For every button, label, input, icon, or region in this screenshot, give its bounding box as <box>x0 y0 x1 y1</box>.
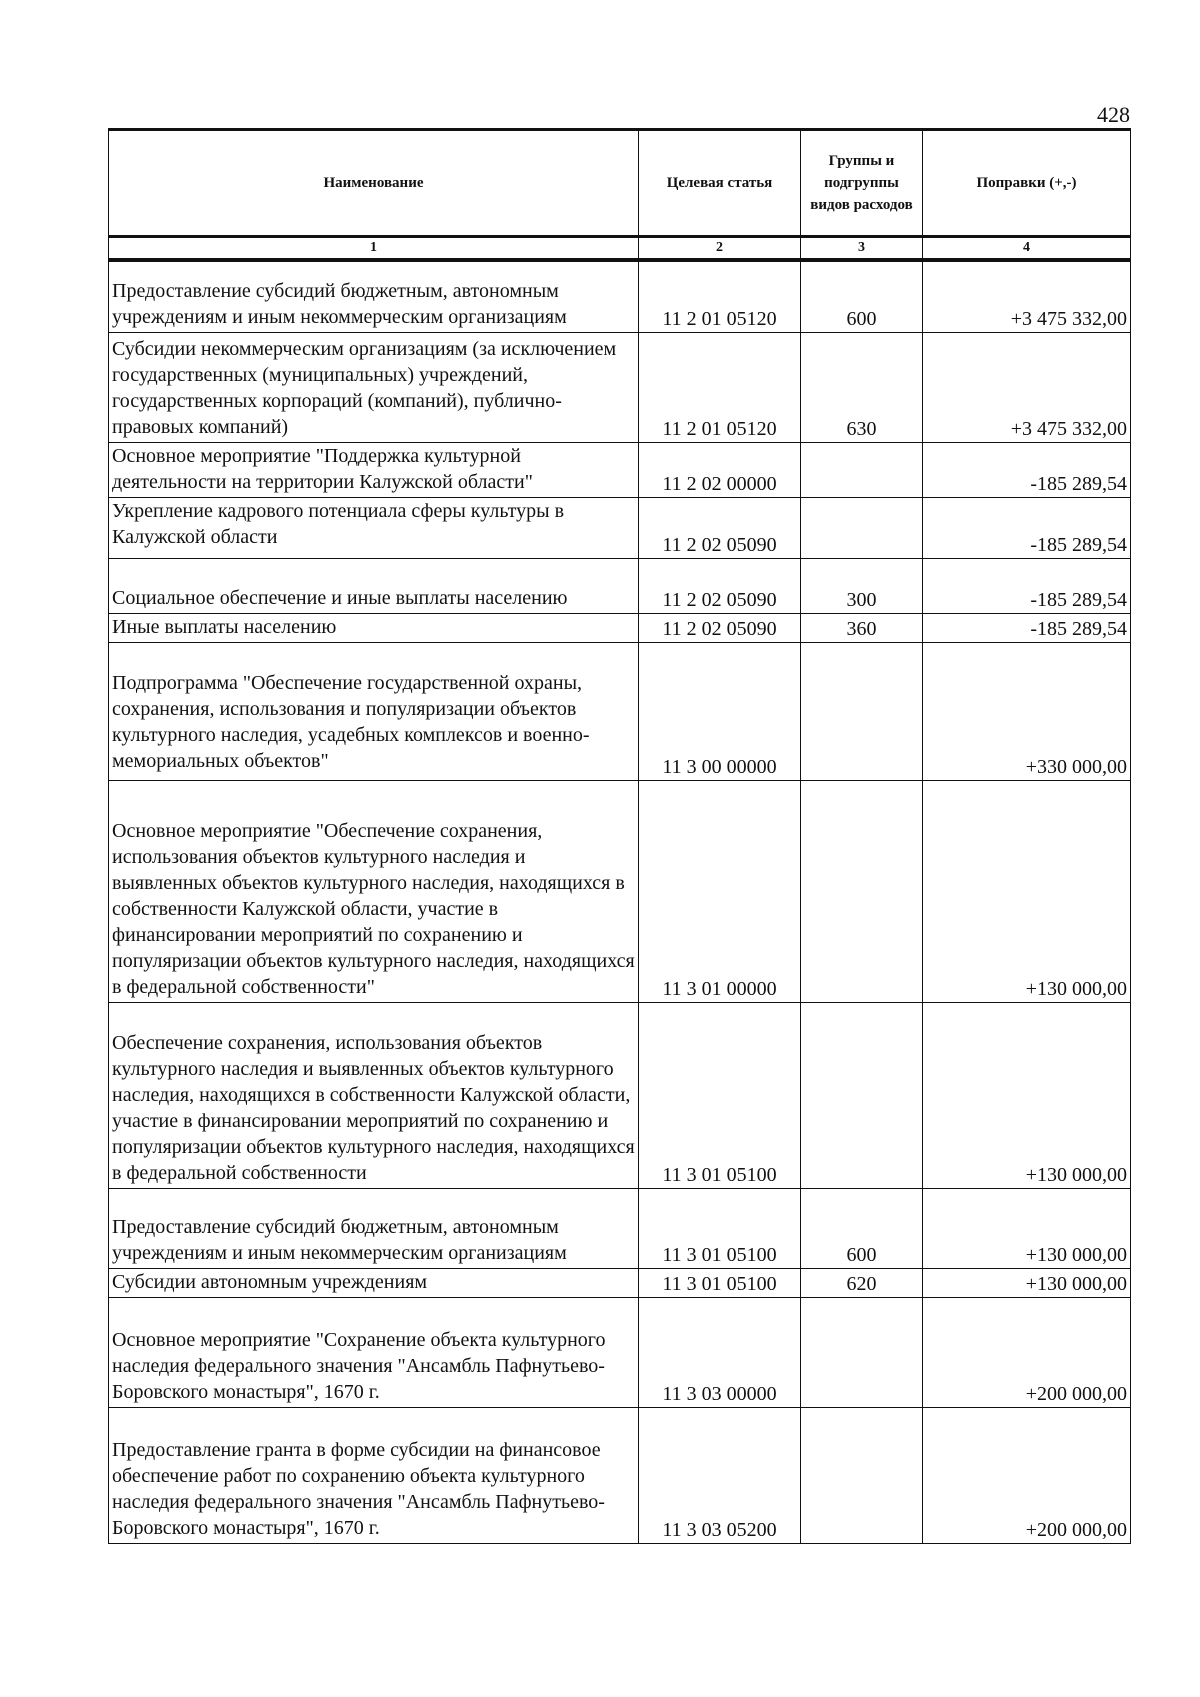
header-groups: Группы и подгруппы видов расходов <box>801 130 923 237</box>
table-row <box>109 442 1131 497</box>
table-header-row <box>109 130 1131 237</box>
header-target: Целевая статья <box>639 130 801 237</box>
table-row <box>109 1297 1131 1407</box>
row-name: Основное мероприятие "Обеспечение сохранения, использования объектов культурного наследия и выявленных объектов культурного наследия, находящихся в собственности Калужской области, участие в финансировании мероприятий по сохранению и популяризации объектов культурного наследия, находящихся в федеральной собственности" <box>109 780 639 1002</box>
row-code: 11 2 01 05120 <box>639 260 801 332</box>
row-name: Обеспечение сохранения, использования объектов культурного наследия и выявленных объектов культурного наследия, находящихся в собственности Калужской области, участие в финансировании мероприятий по сохранению и популяризации объектов культурного наследия, находящихся в федеральной собственности <box>109 1002 639 1188</box>
row-amount: -185 289,54 <box>923 558 1131 613</box>
row-group: 630 <box>801 332 923 442</box>
row-group <box>801 1297 923 1407</box>
row-name: Основное мероприятие "Сохранение объекта культурного наследия федерального значения "Ансамбль Пафнутьево-Боровского монастыря", 1670 г. <box>109 1297 639 1407</box>
column-number-row <box>109 237 1131 261</box>
row-group: 600 <box>801 260 923 332</box>
row-name: Предоставление гранта в форме субсидии на финансовое обеспечение работ по сохранению объекта культурного наследия федерального значения "Ансамбль Пафнутьево-Боровского монастыря", 1670 г. <box>109 1407 639 1543</box>
header-name: Наименование <box>109 130 639 237</box>
row-amount: +130 000,00 <box>923 1188 1131 1268</box>
row-amount: +200 000,00 <box>923 1297 1131 1407</box>
header-amendments: Поправки (+,-) <box>923 130 1131 237</box>
row-amount: +130 000,00 <box>923 780 1131 1002</box>
row-group <box>801 497 923 558</box>
row-name: Подпрограмма "Обеспечение государственной охраны, сохранения, использования и популяризации объектов культурного наследия, усадебных комплексов и военно-мемориальных объектов" <box>109 642 639 780</box>
row-amount: +3 475 332,00 <box>923 260 1131 332</box>
row-group <box>801 780 923 1002</box>
row-name: Основное мероприятие "Поддержка культурной деятельности на территории Калужской области" <box>109 442 639 497</box>
row-code: 11 3 00 00000 <box>639 642 801 780</box>
table-row <box>109 1188 1131 1268</box>
table-row <box>109 1268 1131 1297</box>
row-amount: -185 289,54 <box>923 497 1131 558</box>
row-name: Субсидии некоммерческим организациям (за исключением государственных (муниципальных) учреждений, государственных корпораций (компаний), публично-правовых компаний) <box>109 332 639 442</box>
row-group: 360 <box>801 613 923 642</box>
table-row <box>109 558 1131 613</box>
row-name: Предоставление субсидий бюджетным, автономным учреждениям и иным некоммерческим организациям <box>109 1188 639 1268</box>
row-name: Иные выплаты населению <box>109 613 639 642</box>
row-code: 11 3 03 05200 <box>639 1407 801 1543</box>
table-row <box>109 1002 1131 1188</box>
row-code: 11 3 01 05100 <box>639 1002 801 1188</box>
row-group <box>801 442 923 497</box>
row-code: 11 3 01 00000 <box>639 780 801 1002</box>
table-row <box>109 332 1131 442</box>
row-name: Укрепление кадрового потенциала сферы культуры в Калужской области <box>109 497 639 558</box>
column-number: 3 <box>801 237 923 261</box>
budget-amendments-table <box>108 128 1131 1544</box>
row-group: 600 <box>801 1188 923 1268</box>
table-row <box>109 642 1131 780</box>
row-code: 11 2 02 05090 <box>639 497 801 558</box>
column-number: 2 <box>639 237 801 261</box>
page-number: 428 <box>1097 102 1130 127</box>
table-row <box>109 260 1131 332</box>
row-amount: +3 475 332,00 <box>923 332 1131 442</box>
row-name: Предоставление субсидий бюджетным, автономным учреждениям и иным некоммерческим организациям <box>109 260 639 332</box>
row-amount: +130 000,00 <box>923 1268 1131 1297</box>
row-code: 11 2 02 05090 <box>639 558 801 613</box>
row-code: 11 3 01 05100 <box>639 1268 801 1297</box>
row-group: 300 <box>801 558 923 613</box>
table-row <box>109 613 1131 642</box>
row-group <box>801 1002 923 1188</box>
row-code: 11 2 01 05120 <box>639 332 801 442</box>
row-amount: -185 289,54 <box>923 613 1131 642</box>
row-amount: +130 000,00 <box>923 1002 1131 1188</box>
column-number: 1 <box>109 237 639 261</box>
column-number: 4 <box>923 237 1131 261</box>
row-code: 11 3 01 05100 <box>639 1188 801 1268</box>
row-name: Социальное обеспечение и иные выплаты населению <box>109 558 639 613</box>
row-group: 620 <box>801 1268 923 1297</box>
table-row <box>109 780 1131 1002</box>
row-amount: -185 289,54 <box>923 442 1131 497</box>
row-code: 11 2 02 00000 <box>639 442 801 497</box>
row-code: 11 2 02 05090 <box>639 613 801 642</box>
row-name: Субсидии автономным учреждениям <box>109 1268 639 1297</box>
row-group <box>801 642 923 780</box>
row-group <box>801 1407 923 1543</box>
row-amount: +330 000,00 <box>923 642 1131 780</box>
row-amount: +200 000,00 <box>923 1407 1131 1543</box>
table-row <box>109 497 1131 558</box>
row-code: 11 3 03 00000 <box>639 1297 801 1407</box>
table-row <box>109 1407 1131 1543</box>
